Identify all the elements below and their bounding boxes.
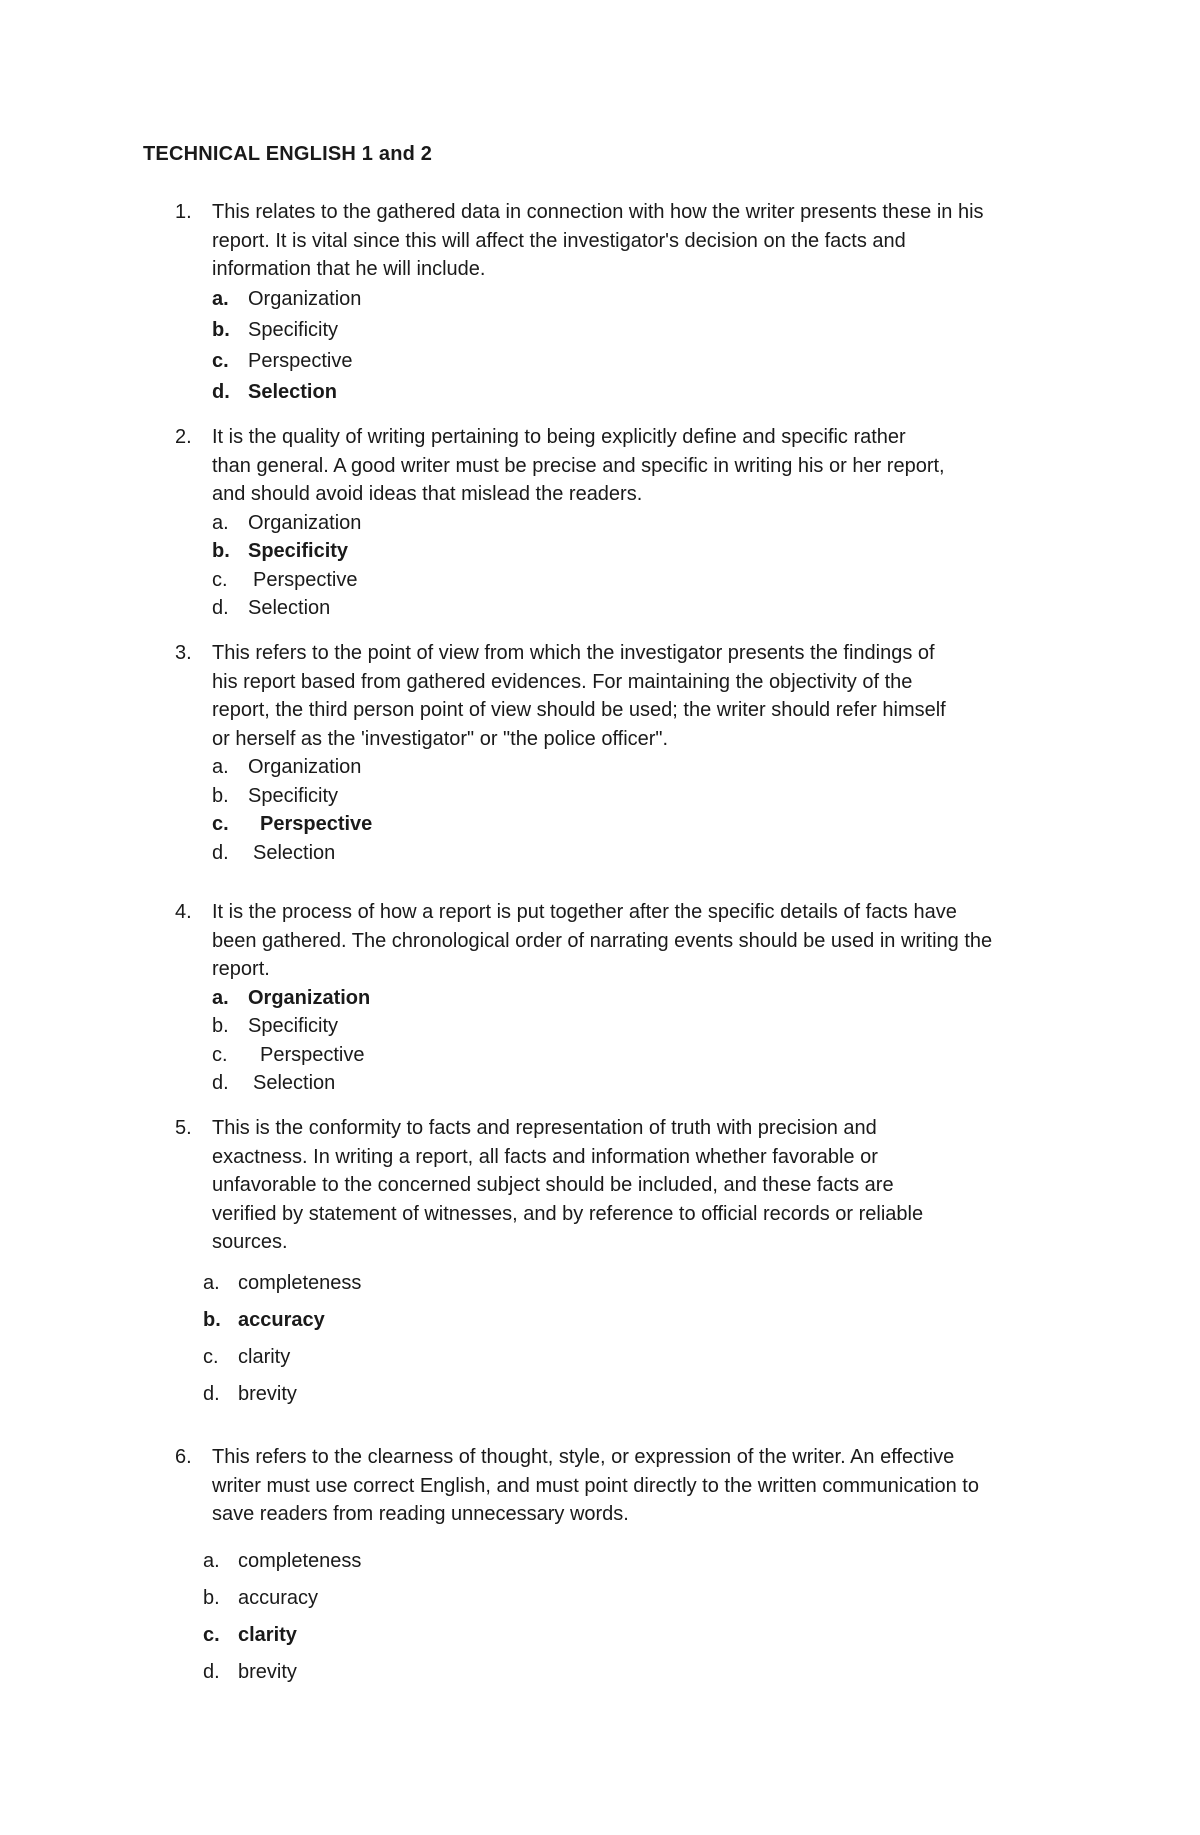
option-a[interactable] [175,1543,1075,1580]
option-text-correct: Organization [248,986,371,1009]
option-text: completeness [238,1271,362,1294]
question-stem [175,898,1075,984]
option-text: Perspective [253,568,358,591]
stem-line: verified by statement of witnesses, and by reference to official records or reliable [212,1202,924,1225]
option-letter: a. [212,287,229,310]
question-4 [175,898,1075,1098]
option-letter: d. [212,1072,229,1094]
option-letter: c. [212,568,228,591]
option-text: Perspective [248,349,353,372]
option-text: Organization [248,756,362,778]
stem-line: This refers to the point of view from which the investigator presents the findings of [212,642,935,664]
option-text: Specificity [248,1015,339,1037]
option-d[interactable] [175,1376,1075,1413]
option-text: Specificity [248,318,339,341]
option-b[interactable] [175,1580,1075,1617]
option-letter: a. [212,986,229,1009]
option-list [175,284,1075,408]
option-list [175,984,1075,1098]
option-c[interactable] [175,346,1075,377]
option-a[interactable] [175,984,1075,1013]
option-text-correct: Specificity [248,540,349,562]
option-text-correct: clarity [238,1623,297,1646]
option-letter: d. [212,597,229,619]
option-c[interactable] [175,566,1075,595]
option-letter: b. [203,1586,220,1609]
option-d[interactable] [175,839,1075,868]
option-c[interactable] [175,810,1075,839]
question-stem [175,198,1075,284]
stem-line: writer must use correct English, and must point directly to the written communication to [212,1474,979,1497]
option-b[interactable] [175,782,1075,811]
option-text: brevity [238,1660,297,1683]
stem-line: his report based from gathered evidences. For maintaining the objectivity of the [212,670,913,693]
option-list [175,753,1075,867]
option-d[interactable] [175,1654,1075,1691]
question-stem [175,1443,1075,1529]
option-text-correct: accuracy [238,1308,325,1331]
option-a[interactable] [175,753,1075,782]
option-letter: b. [203,1308,221,1331]
option-a[interactable] [175,509,1075,538]
option-a[interactable] [175,284,1075,315]
option-d[interactable] [175,377,1075,408]
option-letter: a. [203,1549,220,1572]
stem-line: or herself as the 'investigator" or "the police officer". [212,727,669,750]
question-stem [175,423,1075,509]
stem-line: This is the conformity to facts and representation of truth with precision and [212,1117,877,1139]
option-c[interactable] [175,1339,1075,1376]
stem-line: unfavorable to the concerned subject should be included, and these facts are [212,1174,894,1196]
option-text: completeness [238,1549,362,1572]
option-c[interactable] [175,1041,1075,1070]
option-letter: b. [212,784,229,807]
stem-line: This refers to the clearness of thought, style, or expression of the writer. An effective [212,1446,955,1468]
option-text: Selection [253,841,336,864]
option-letter: d. [212,380,230,403]
question-number: 5. [175,1117,192,1139]
option-text: Organization [248,287,362,310]
option-letter: c. [212,1043,228,1066]
option-list [175,1265,1075,1413]
question-number: 4. [175,901,192,923]
stem-line: It is the quality of writing pertaining to being explicitly define and specific rather [212,426,906,448]
option-text: Selection [253,1072,336,1094]
option-text-correct: Perspective [260,813,373,835]
question-stem [175,639,1075,753]
question-number: 6. [175,1446,192,1468]
question-3 [175,639,1075,867]
option-letter: c. [203,1345,219,1368]
option-letter: b. [212,540,230,562]
stem-line: than general. A good writer must be precise and specific in writing his or her report, [212,454,945,477]
question-2 [175,423,1075,623]
option-list [175,509,1075,623]
option-text-correct: Selection [248,380,337,403]
stem-line: and should avoid ideas that mislead the readers. [212,483,643,505]
stem-line: It is the process of how a report is put together after the specific details of facts have [212,901,957,923]
option-text: brevity [238,1382,297,1405]
stem-line: This relates to the gathered data in connection with how the writer presents these in his [212,201,984,223]
stem-line: report. It is vital since this will affect the investigator's decision on the facts and [212,229,906,252]
option-letter: b. [212,1015,229,1037]
option-b[interactable] [175,537,1075,566]
question-1 [175,198,1075,408]
option-letter: c. [212,813,229,835]
question-number: 1. [175,201,192,223]
question-5 [175,1114,1075,1413]
stem-line: been gathered. The chronological order of narrating events should be used in writing the [212,929,993,952]
option-d[interactable] [175,1069,1075,1098]
option-text: clarity [238,1345,291,1368]
option-text: Specificity [248,784,339,807]
option-c[interactable] [175,1617,1075,1654]
option-letter: a. [212,511,229,534]
option-text: Organization [248,511,362,534]
stem-line: report, the third person point of view should be used; the writer should refer himself [212,699,946,721]
option-letter: d. [203,1382,220,1405]
option-letter: d. [203,1660,220,1683]
option-letter: c. [203,1623,220,1646]
option-text: accuracy [238,1586,319,1609]
stem-line: sources. [212,1231,288,1253]
option-letter: a. [203,1271,220,1294]
question-number: 2. [175,426,192,448]
question-stem [175,1114,1075,1257]
question-6 [175,1443,1075,1691]
option-list [175,1543,1075,1691]
stem-line: save readers from reading unnecessary words. [212,1503,629,1525]
option-letter: d. [212,841,229,864]
option-a[interactable] [175,1265,1075,1302]
option-letter: c. [212,349,229,372]
stem-line: exactness. In writing a report, all facts and information whether favorable or [212,1145,878,1168]
page-title: TECHNICAL ENGLISH 1 and 2 [143,143,433,165]
stem-line: information that he will include. [212,258,486,280]
option-letter: b. [212,318,230,341]
question-number: 3. [175,642,192,664]
option-b[interactable] [175,1012,1075,1041]
option-d[interactable] [175,594,1075,623]
option-text: Perspective [260,1043,365,1066]
option-b[interactable] [175,315,1075,346]
option-b[interactable] [175,1302,1075,1339]
option-text: Selection [248,597,331,619]
option-letter: a. [212,756,229,778]
stem-line: report. [212,958,270,980]
